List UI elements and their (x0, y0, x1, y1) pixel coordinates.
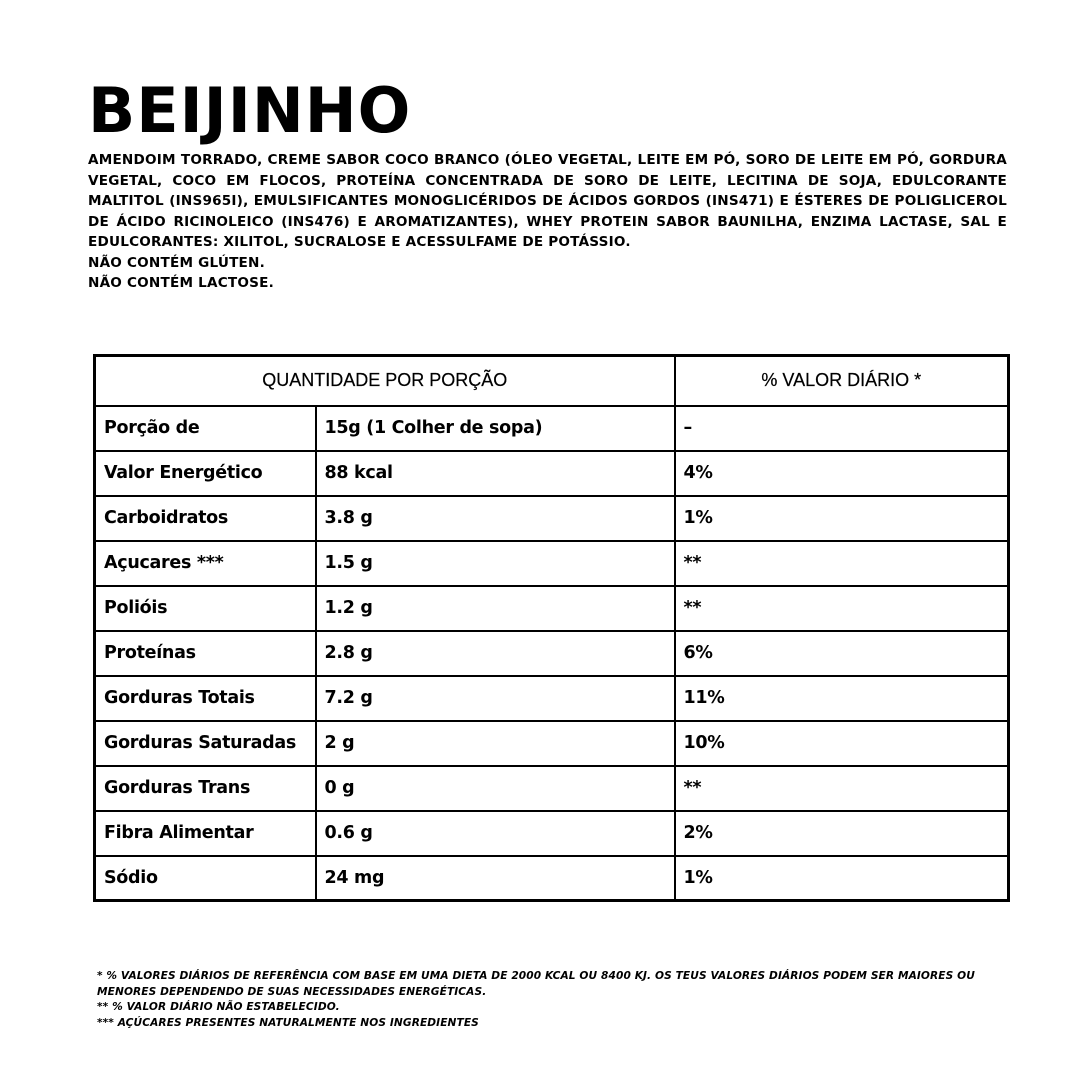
table-row (95, 811, 1009, 856)
table-row (95, 451, 1009, 496)
nutrient-daily-value: ** (675, 586, 1009, 631)
table-row (95, 496, 1009, 541)
nutrient-label: Valor Energético (95, 451, 316, 496)
nutrient-daily-value: 1% (675, 496, 1009, 541)
footnote-natural-sugars: *** AÇÚCARES PRESENTES NATURALMENTE NOS INGREDIENTES (97, 1016, 479, 1029)
nutrient-label: Gorduras Saturadas (95, 721, 316, 766)
nutrient-amount: 24 mg (316, 856, 675, 901)
nutrient-daily-value: – (675, 406, 1009, 451)
nutrient-daily-value: ** (675, 766, 1009, 811)
table-row (95, 766, 1009, 811)
table-row (95, 721, 1009, 766)
nutrient-label: Proteínas (95, 631, 316, 676)
nutrient-label: Fibra Alimentar (95, 811, 316, 856)
ingredients-list: AMENDOIM TORRADO, CREME SABOR COCO BRANCO (ÓLEO VEGETAL, LEITE EM PÓ, SORO DE LEITE EM PÓ, GORDURA VEGETAL, COCO EM FLOCOS, PROTEÍNA CONCENTRADA DE SORO DE LEITE, LECITINA DE SOJA, EDULCORANTE MALTITOL (INS965I), EMULSIFICANTES MONOGLICÉRIDOS DE ÁCIDOS GORDOS (INS471) E ÉSTERES DE POLIGLICEROL DE ÁCIDO RICINOLEICO (INS476) E AROMATIZANTES), WHEY PROTEIN SABOR BAUNILHA, ENZIMA LACTASE, SAL E EDULCORANTES: XILITOL, SUCRALOSE E ACESSULFAME DE POTÁSSIO. (88, 152, 1007, 250)
nutrition-table (93, 354, 1010, 902)
header-daily-value: % VALOR DIÁRIO * (675, 356, 1009, 406)
lactose-note: NÃO CONTÉM LACTOSE. (88, 275, 274, 291)
nutrient-daily-value: 11% (675, 676, 1009, 721)
header-quantity-per-portion: QUANTIDADE POR PORÇÃO (95, 356, 675, 406)
nutrient-amount: 2.8 g (316, 631, 675, 676)
product-title: BEIJINHO (88, 74, 412, 147)
nutrient-amount: 2 g (316, 721, 675, 766)
table-row (95, 856, 1009, 901)
table-row (95, 676, 1009, 721)
nutrient-amount: 15g (1 Colher de sopa) (316, 406, 675, 451)
nutrient-label: Porção de (95, 406, 316, 451)
nutrient-label: Polióis (95, 586, 316, 631)
nutrient-daily-value: 6% (675, 631, 1009, 676)
nutrient-amount: 0.6 g (316, 811, 675, 856)
nutrient-label: Gorduras Totais (95, 676, 316, 721)
nutrient-amount: 7.2 g (316, 676, 675, 721)
table-row (95, 631, 1009, 676)
nutrient-label: Sódio (95, 856, 316, 901)
nutrient-daily-value: 4% (675, 451, 1009, 496)
nutrient-daily-value: 1% (675, 856, 1009, 901)
nutrient-daily-value: 2% (675, 811, 1009, 856)
nutrient-daily-value: ** (675, 541, 1009, 586)
table-header-row (95, 356, 1009, 406)
table-row (95, 406, 1009, 451)
gluten-note: NÃO CONTÉM GLÚTEN. (88, 255, 265, 271)
nutrient-daily-value: 10% (675, 721, 1009, 766)
footnote-not-established: ** % VALOR DIÁRIO NÃO ESTABELECIDO. (97, 1001, 340, 1013)
nutrient-amount: 3.8 g (316, 496, 675, 541)
nutrient-amount: 1.5 g (316, 541, 675, 586)
nutrient-label: Gorduras Trans (95, 766, 316, 811)
nutrient-label: Carboidratos (95, 496, 316, 541)
footnotes (97, 969, 997, 1031)
nutrient-label: Açucares *** (95, 541, 316, 586)
nutrient-amount: 88 kcal (316, 451, 675, 496)
table-row (95, 541, 1009, 586)
footnote-reference-values: * % VALORES DIÁRIOS DE REFERÊNCIA COM BASE EM UMA DIETA DE 2000 KCAL OU 8400 KJ. OS TEUS VALORES DIÁRIOS PODEM SER MAIORES OU MENORES DEPENDENDO DE SUAS NECESSIDADES ENERGÉTICAS. (97, 970, 975, 998)
nutrition-rows (95, 406, 1009, 901)
table-row (95, 586, 1009, 631)
nutrient-amount: 0 g (316, 766, 675, 811)
nutrient-amount: 1.2 g (316, 586, 675, 631)
